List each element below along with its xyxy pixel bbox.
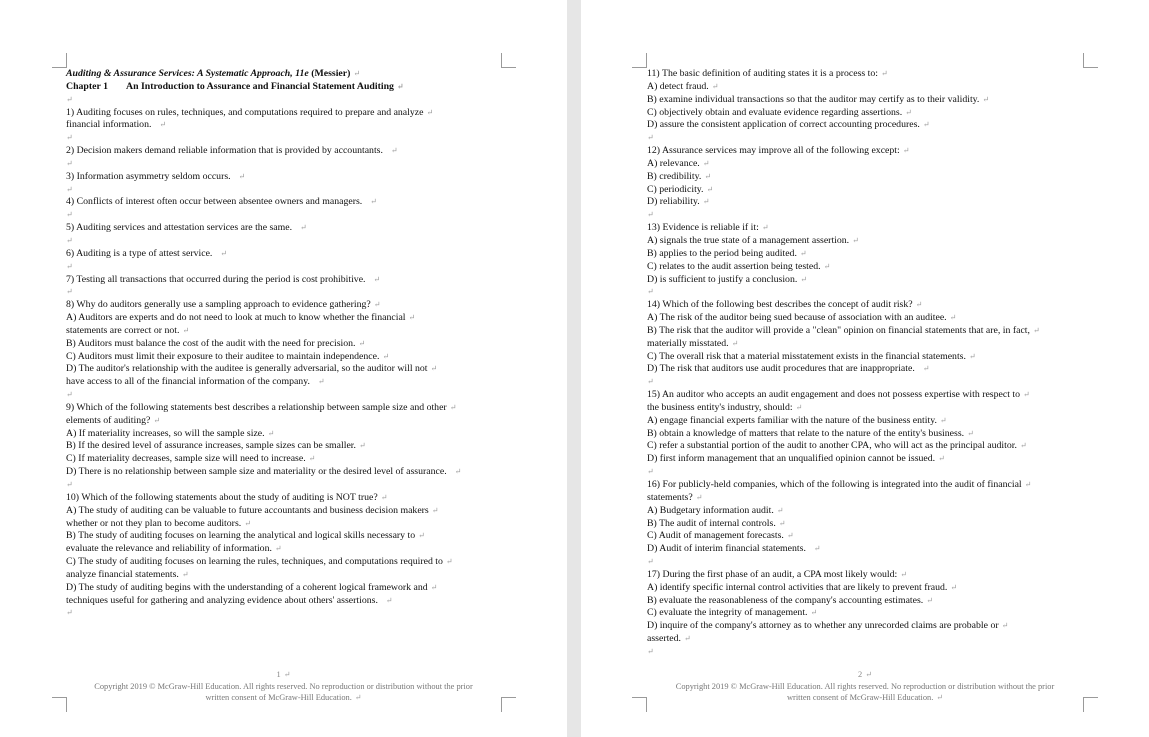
document-page-2[interactable] bbox=[581, 0, 1149, 737]
text-line bbox=[647, 428, 1087, 441]
line-text: 15) An auditor who accepts an audit engagement and does not possess expertise with respect to bbox=[647, 389, 1020, 401]
text-line bbox=[66, 466, 521, 479]
empty-paragraph bbox=[66, 209, 521, 222]
line-text: C) evaluate the integrity of management. bbox=[647, 607, 808, 619]
text-line bbox=[647, 312, 1087, 325]
paragraph-mark-icon: ↵ bbox=[385, 595, 393, 605]
text-line bbox=[66, 119, 521, 132]
paragraph-mark-icon: ↵ bbox=[1023, 390, 1030, 400]
text-line bbox=[66, 453, 521, 466]
paragraph-mark-icon: ↵ bbox=[684, 634, 691, 644]
document-header bbox=[66, 68, 521, 81]
paragraph-mark-icon: ↵ bbox=[810, 608, 818, 618]
paragraph-mark-icon: ↵ bbox=[695, 492, 703, 502]
line-text: C) The study of auditing focuses on learning the rules, techniques, and computations required to bbox=[66, 556, 443, 568]
page-footer bbox=[0, 669, 567, 704]
line-text: B) The risk that the auditor will provide a "clean" opinion on financial statements that are, in fact, bbox=[647, 324, 1030, 336]
empty-paragraph bbox=[66, 389, 521, 402]
text-line bbox=[647, 440, 1087, 453]
paragraph-mark-icon: ↵ bbox=[786, 531, 794, 541]
text-line bbox=[647, 145, 1087, 158]
text-line bbox=[647, 518, 1087, 531]
paragraph-mark-icon: ↵ bbox=[449, 402, 457, 412]
paragraph-mark-icon: ↵ bbox=[795, 402, 803, 412]
paragraph-mark-icon: ↵ bbox=[900, 569, 907, 579]
paragraph-mark-icon: ↵ bbox=[776, 505, 784, 515]
line-text: statements are correct or not. bbox=[66, 324, 180, 336]
text-line bbox=[647, 607, 1087, 620]
paragraph-mark-icon: ↵ bbox=[358, 338, 366, 348]
paragraph-mark-icon: ↵ bbox=[702, 158, 710, 168]
text-line bbox=[647, 158, 1087, 171]
line-text: B) The study of auditing focuses on learning the analytical and logical skills necessary to bbox=[66, 530, 416, 542]
empty-paragraph bbox=[647, 646, 1087, 659]
empty-paragraph bbox=[66, 132, 521, 145]
copyright-line-2: written consent of McGraw-Hill Education. bbox=[787, 693, 934, 702]
text-line bbox=[647, 402, 1087, 415]
line-text: A) Auditors are experts and do not need to look at much to know whether the financial bbox=[66, 312, 406, 324]
paragraph-mark-icon: ↵ bbox=[704, 171, 712, 181]
paragraph-mark-icon: ↵ bbox=[922, 120, 930, 130]
text-line bbox=[66, 248, 521, 261]
paragraph-mark-icon: ↵ bbox=[926, 595, 933, 605]
line-text: 12) Assurance services may improve all of the following except: bbox=[647, 145, 900, 157]
line-text: 13) Evidence is reliable if it: bbox=[647, 222, 759, 234]
empty-paragraph bbox=[647, 556, 1087, 569]
text-line bbox=[647, 492, 1087, 505]
text-line bbox=[66, 530, 521, 543]
page-2-lines bbox=[647, 68, 1087, 659]
document-page-1[interactable] bbox=[0, 0, 567, 737]
copyright-line-1: Copyright 2019 © McGraw-Hill Education. All rights reserved. No reproduction or distribution without the prior bbox=[675, 681, 1055, 691]
text-line bbox=[66, 415, 521, 428]
empty-paragraph bbox=[647, 376, 1087, 389]
text-line bbox=[66, 440, 521, 453]
page-footer bbox=[581, 669, 1149, 704]
text-line bbox=[647, 505, 1087, 518]
paragraph-mark-icon: ↵ bbox=[380, 492, 388, 502]
crop-mark bbox=[632, 53, 647, 68]
text-line bbox=[66, 556, 521, 569]
line-text: D) The auditor's relationship with the auditee is generally adversarial, so the auditor will not bbox=[66, 363, 428, 375]
text-line bbox=[66, 312, 521, 325]
text-line bbox=[66, 222, 521, 235]
chapter-title: An Introduction to Assurance and Financial Statement Auditing bbox=[126, 80, 394, 92]
paragraph-mark-icon: ↵ bbox=[66, 608, 73, 618]
paragraph-mark-icon: ↵ bbox=[66, 235, 73, 245]
paragraph-mark-icon: ↵ bbox=[702, 197, 710, 207]
line-text: evaluate the relevance and reliability of information. bbox=[66, 543, 272, 555]
text-line bbox=[66, 107, 521, 120]
text-line bbox=[647, 184, 1087, 197]
line-text: C) periodicity. bbox=[647, 183, 704, 195]
paragraph-mark-icon: ↵ bbox=[706, 184, 714, 194]
line-text: A) The risk of the auditor being sued because of association with an auditee. bbox=[647, 312, 947, 324]
paragraph-mark-icon: ↵ bbox=[647, 210, 654, 220]
text-line bbox=[66, 363, 521, 376]
paragraph-mark-icon: ↵ bbox=[711, 81, 719, 91]
text-line bbox=[66, 428, 521, 441]
line-text: whether or not they plan to become auditors. bbox=[66, 517, 242, 529]
paragraph-mark-icon: ↵ bbox=[445, 557, 453, 567]
line-text: B) evaluate the reasonableness of the company's accounting estimates. bbox=[647, 594, 924, 606]
text-line bbox=[66, 274, 521, 287]
line-text: C) objectively obtain and evaluate evidence regarding assertions. bbox=[647, 106, 903, 118]
empty-paragraph bbox=[647, 132, 1087, 145]
line-text: materially misstated. bbox=[647, 337, 729, 349]
line-text: A) engage financial experts familiar with the nature of the business entity. bbox=[647, 414, 937, 426]
paragraph-mark-icon: ↵ bbox=[647, 133, 654, 143]
paragraph-mark-icon: ↵ bbox=[431, 505, 439, 515]
paragraph-mark-icon: ↵ bbox=[267, 428, 275, 438]
text-line bbox=[647, 94, 1087, 107]
crop-mark bbox=[501, 53, 516, 68]
paragraph-mark-icon: ↵ bbox=[1001, 621, 1009, 631]
text-line bbox=[647, 274, 1087, 287]
paragraph-mark-icon: ↵ bbox=[390, 146, 398, 156]
line-text: A) The study of auditing can be valuable to future accountants and business decision makers bbox=[66, 504, 429, 516]
line-text: C) Auditors must limit their exposure to their auditee to maintain independence. bbox=[66, 350, 380, 362]
line-text: techniques useful for gathering and analyzing evidence about others' assertions. bbox=[66, 594, 383, 606]
text-line bbox=[647, 107, 1087, 120]
copyright-line-2: written consent of McGraw-Hill Education. bbox=[205, 693, 352, 702]
paragraph-mark-icon: ↵ bbox=[317, 377, 325, 387]
empty-paragraph bbox=[66, 94, 521, 107]
line-text: 8) Why do auditors generally use a sampling approach to evidence gathering? bbox=[66, 299, 371, 311]
text-line bbox=[647, 235, 1087, 248]
paragraph-mark-icon: ↵ bbox=[66, 94, 73, 104]
empty-paragraph bbox=[66, 286, 521, 299]
paragraph-mark-icon: ↵ bbox=[1024, 480, 1032, 489]
text-line bbox=[647, 299, 1087, 312]
paragraph-mark-icon: ↵ bbox=[370, 197, 377, 207]
empty-paragraph bbox=[647, 286, 1087, 299]
paragraph-mark-icon: ↵ bbox=[66, 287, 73, 297]
line-text: 10) Which of the following statements about the study of auditing is NOT true? bbox=[66, 491, 378, 503]
empty-paragraph bbox=[66, 479, 521, 492]
paragraph-mark-icon: ↵ bbox=[1032, 325, 1040, 335]
text-line bbox=[647, 633, 1087, 646]
line-text: B) Auditors must balance the cost of the audit with the need for precision. bbox=[66, 337, 356, 349]
text-line bbox=[647, 248, 1087, 261]
paragraph-mark-icon: ↵ bbox=[153, 415, 161, 425]
chapter-label: Chapter 1 bbox=[66, 80, 109, 92]
line-text: C) Audit of management forecasts. bbox=[647, 530, 784, 542]
page-number: 2 bbox=[858, 670, 863, 679]
paragraph-mark-icon: ↵ bbox=[731, 338, 739, 348]
text-line bbox=[647, 479, 1087, 492]
text-line bbox=[66, 569, 521, 582]
empty-paragraph bbox=[66, 261, 521, 274]
paragraph-mark-icon: ↵ bbox=[358, 441, 366, 451]
paragraph-mark-icon: ↵ bbox=[244, 518, 251, 528]
text-line bbox=[647, 620, 1087, 633]
line-text: D) first inform management that an unqualified opinion cannot be issued. bbox=[647, 453, 936, 465]
text-line bbox=[66, 505, 521, 518]
text-line bbox=[66, 595, 521, 608]
line-text: 7) Testing all transactions that occurred during the period is cost prohibitive. bbox=[66, 273, 371, 285]
line-text: elements of auditing? bbox=[66, 414, 151, 426]
paragraph-mark-icon: ↵ bbox=[66, 480, 73, 489]
line-text: D) inquire of the company's attorney as to whether any unrecorded claims are probable or bbox=[647, 620, 999, 632]
line-text: A) detect fraud. bbox=[647, 80, 709, 92]
paragraph-mark-icon: ↵ bbox=[426, 107, 434, 117]
paragraph-mark-icon: ↵ bbox=[308, 454, 316, 464]
paragraph-mark-icon: ↵ bbox=[982, 94, 990, 104]
line-text: 11) The basic definition of auditing states it is a process to: bbox=[647, 68, 878, 79]
text-line bbox=[66, 376, 521, 389]
line-text: D) There is no relationship between sample size and materiality or the desired level of assurance. bbox=[66, 466, 452, 478]
paragraph-mark-icon: ↵ bbox=[647, 646, 654, 656]
paragraph-mark-icon: ↵ bbox=[408, 313, 416, 323]
line-text: 5) Auditing services and attestation services are the same. bbox=[66, 222, 297, 234]
paragraph-mark-icon: ↵ bbox=[454, 467, 462, 477]
paragraph-mark-icon: ↵ bbox=[354, 693, 362, 702]
line-text: B) If the desired level of assurance increases, sample sizes can be smaller. bbox=[66, 440, 356, 452]
line-text: B) credibility. bbox=[647, 170, 702, 182]
paragraph-mark-icon: ↵ bbox=[881, 69, 888, 78]
line-text: D) is sufficient to justify a conclusion. bbox=[647, 273, 798, 285]
paragraph-mark-icon: ↵ bbox=[159, 120, 167, 130]
line-text: A) Budgetary information audit. bbox=[647, 504, 774, 516]
paragraph-mark-icon: ↵ bbox=[922, 364, 930, 374]
paragraph-mark-icon: ↵ bbox=[238, 171, 246, 181]
text-line bbox=[647, 543, 1087, 556]
paragraph-mark-icon: ↵ bbox=[902, 146, 910, 156]
crop-mark bbox=[1083, 53, 1098, 68]
text-line bbox=[647, 351, 1087, 364]
paragraph-mark-icon: ↵ bbox=[373, 300, 381, 310]
paragraph-mark-icon: ↵ bbox=[647, 467, 654, 477]
line-text: B) obtain a knowledge of matters that relate to the nature of the entity's business. bbox=[647, 427, 965, 439]
text-line bbox=[66, 582, 521, 595]
paragraph-mark-icon: ↵ bbox=[396, 81, 404, 91]
paragraph-mark-icon: ↵ bbox=[430, 364, 438, 374]
text-line bbox=[647, 68, 1087, 81]
paragraph-mark-icon: ↵ bbox=[382, 351, 390, 361]
paragraph-mark-icon: ↵ bbox=[800, 274, 807, 284]
paragraph-mark-icon: ↵ bbox=[813, 544, 821, 554]
page-1-text[interactable] bbox=[66, 68, 521, 620]
paragraph-mark-icon: ↵ bbox=[778, 518, 786, 528]
line-text: have access to all of the financial information of the company. bbox=[66, 376, 315, 388]
line-text: D) The study of auditing begins with the understanding of a coherent logical framework and bbox=[66, 581, 428, 593]
paragraph-mark-icon: ↵ bbox=[353, 69, 361, 78]
line-text: D) reliability. bbox=[647, 196, 700, 208]
paragraph-mark-icon: ↵ bbox=[66, 390, 73, 400]
text-line bbox=[647, 453, 1087, 466]
paragraph-mark-icon: ↵ bbox=[905, 107, 912, 117]
text-line bbox=[66, 351, 521, 364]
line-text: A) If materiality increases, so will the sample size. bbox=[66, 427, 265, 439]
book-author: (Messier) bbox=[308, 68, 351, 79]
line-text: C) If materiality decreases, sample size will need to increase. bbox=[66, 453, 306, 465]
line-text: D) assure the consistent application of correct accounting procedures. bbox=[647, 119, 920, 131]
line-text: A) identify specific internal control activities that are likely to prevent fraud. bbox=[647, 581, 948, 593]
paragraph-mark-icon: ↵ bbox=[647, 377, 654, 387]
text-line bbox=[647, 196, 1087, 209]
paragraph-mark-icon: ↵ bbox=[181, 569, 189, 579]
paragraph-mark-icon: ↵ bbox=[761, 223, 769, 233]
crop-mark bbox=[52, 53, 67, 68]
text-line bbox=[647, 81, 1087, 94]
line-text: B) applies to the period being audited. bbox=[647, 247, 797, 259]
empty-paragraph bbox=[66, 607, 521, 620]
paragraph-mark-icon: ↵ bbox=[915, 300, 923, 310]
paragraph-mark-icon: ↵ bbox=[66, 133, 73, 143]
text-line bbox=[66, 518, 521, 531]
empty-paragraph bbox=[66, 158, 521, 171]
line-text: the business entity's industry, should: bbox=[647, 401, 793, 413]
paragraph-mark-icon: ↵ bbox=[66, 210, 73, 220]
text-line bbox=[66, 145, 521, 158]
line-text: D) The risk that auditors use audit procedures that are inappropriate. bbox=[647, 363, 920, 375]
text-line bbox=[66, 338, 521, 351]
paragraph-mark-icon: ↵ bbox=[66, 261, 73, 271]
book-title: Auditing & Assurance Services: A Systematic Approach, 11e bbox=[66, 68, 309, 79]
empty-paragraph bbox=[66, 184, 521, 197]
line-text: B) examine individual transactions so that the auditor may certify as to their validity. bbox=[647, 93, 980, 105]
empty-paragraph bbox=[66, 235, 521, 248]
text-line bbox=[66, 196, 521, 209]
paragraph-mark-icon: ↵ bbox=[799, 248, 807, 258]
line-text: C) The overall risk that a material misstatement exists in the financial statements. bbox=[647, 350, 966, 362]
text-line bbox=[647, 569, 1087, 582]
line-text: D) Audit of interim financial statements. bbox=[647, 543, 811, 555]
text-line bbox=[647, 595, 1087, 608]
text-line bbox=[66, 325, 521, 338]
page-number: 1 bbox=[276, 670, 281, 679]
paragraph-mark-icon: ↵ bbox=[967, 428, 974, 438]
text-line bbox=[66, 171, 521, 184]
line-text: 3) Information asymmetry seldom occurs. bbox=[66, 170, 236, 182]
line-text: 16) For publicly-held companies, which of the following is integrated into the audit of financial bbox=[647, 479, 1022, 490]
paragraph-mark-icon: ↵ bbox=[938, 454, 945, 464]
line-text: C) relates to the audit assertion being tested. bbox=[647, 260, 821, 272]
paragraph-mark-icon: ↵ bbox=[418, 531, 425, 541]
text-line bbox=[647, 171, 1087, 184]
text-line bbox=[66, 402, 521, 415]
line-text: 6) Auditing is a type of attest service. bbox=[66, 247, 218, 259]
paragraph-mark-icon: ↵ bbox=[66, 158, 73, 168]
line-text: 9) Which of the following statements best describes a relationship between sample size and other bbox=[66, 401, 447, 413]
line-text: A) relevance. bbox=[647, 157, 700, 169]
line-text: C) refer a substantial portion of the audit to another CPA, who will act as the principal auditor. bbox=[647, 440, 1017, 452]
text-line bbox=[647, 389, 1087, 402]
text-line bbox=[647, 325, 1087, 338]
text-line bbox=[647, 338, 1087, 351]
chapter-heading bbox=[66, 81, 521, 94]
line-text: 17) During the first phase of an audit, a CPA most likely would: bbox=[647, 568, 898, 580]
empty-paragraph bbox=[647, 466, 1087, 479]
line-text: statements? bbox=[647, 491, 693, 503]
line-text: B) The audit of internal controls. bbox=[647, 517, 776, 529]
paragraph-mark-icon: ↵ bbox=[950, 582, 958, 592]
paragraph-mark-icon: ↵ bbox=[949, 313, 957, 323]
line-text: A) signals the true state of a management assertion. bbox=[647, 234, 850, 246]
line-text: 4) Conflicts of interest often occur between absentee owners and managers. bbox=[66, 196, 368, 208]
text-line bbox=[647, 415, 1087, 428]
line-text: 14) Which of the following best describes the concept of audit risk? bbox=[647, 299, 913, 311]
line-text: analyze financial statements. bbox=[66, 568, 179, 580]
text-line bbox=[647, 119, 1087, 132]
paragraph-mark-icon: ↵ bbox=[823, 261, 831, 271]
paragraph-mark-icon: ↵ bbox=[220, 248, 227, 258]
paragraph-mark-icon: ↵ bbox=[274, 544, 282, 554]
line-text: 1) Auditing focuses on rules, techniques, and computations required to prepare and analyze bbox=[66, 106, 424, 118]
line-text: financial information. bbox=[66, 119, 157, 131]
text-line bbox=[647, 222, 1087, 235]
line-text: 2) Decision makers demand reliable information that is provided by accountants. bbox=[66, 145, 388, 157]
paragraph-mark-icon: ↵ bbox=[430, 582, 438, 592]
paragraph-mark-icon: ↵ bbox=[852, 235, 859, 245]
paragraph-mark-icon: ↵ bbox=[66, 184, 73, 194]
paragraph-mark-icon: ↵ bbox=[936, 693, 943, 702]
text-line bbox=[647, 530, 1087, 543]
empty-paragraph bbox=[647, 209, 1087, 222]
text-line bbox=[66, 299, 521, 312]
text-line bbox=[647, 363, 1087, 376]
paragraph-mark-icon: ↵ bbox=[283, 670, 291, 679]
paragraph-mark-icon: ↵ bbox=[647, 287, 654, 297]
paragraph-mark-icon: ↵ bbox=[939, 415, 947, 425]
text-line bbox=[66, 543, 521, 556]
paragraph-mark-icon: ↵ bbox=[968, 351, 976, 361]
line-text: asserted. bbox=[647, 633, 682, 645]
paragraph-mark-icon: ↵ bbox=[647, 557, 654, 567]
copyright-line-1: Copyright 2019 © McGraw-Hill Education. All rights reserved. No reproduction or distribution without the prior bbox=[94, 681, 473, 691]
text-line bbox=[647, 582, 1087, 595]
text-line bbox=[647, 261, 1087, 274]
page-1-lines bbox=[66, 94, 521, 621]
text-line bbox=[66, 492, 521, 505]
paragraph-mark-icon: ↵ bbox=[299, 223, 307, 233]
page-2-text[interactable] bbox=[647, 68, 1087, 659]
paragraph-mark-icon: ↵ bbox=[1019, 441, 1027, 451]
paragraph-mark-icon: ↵ bbox=[373, 274, 381, 284]
paragraph-mark-icon: ↵ bbox=[182, 325, 190, 335]
paragraph-mark-icon: ↵ bbox=[865, 670, 872, 679]
